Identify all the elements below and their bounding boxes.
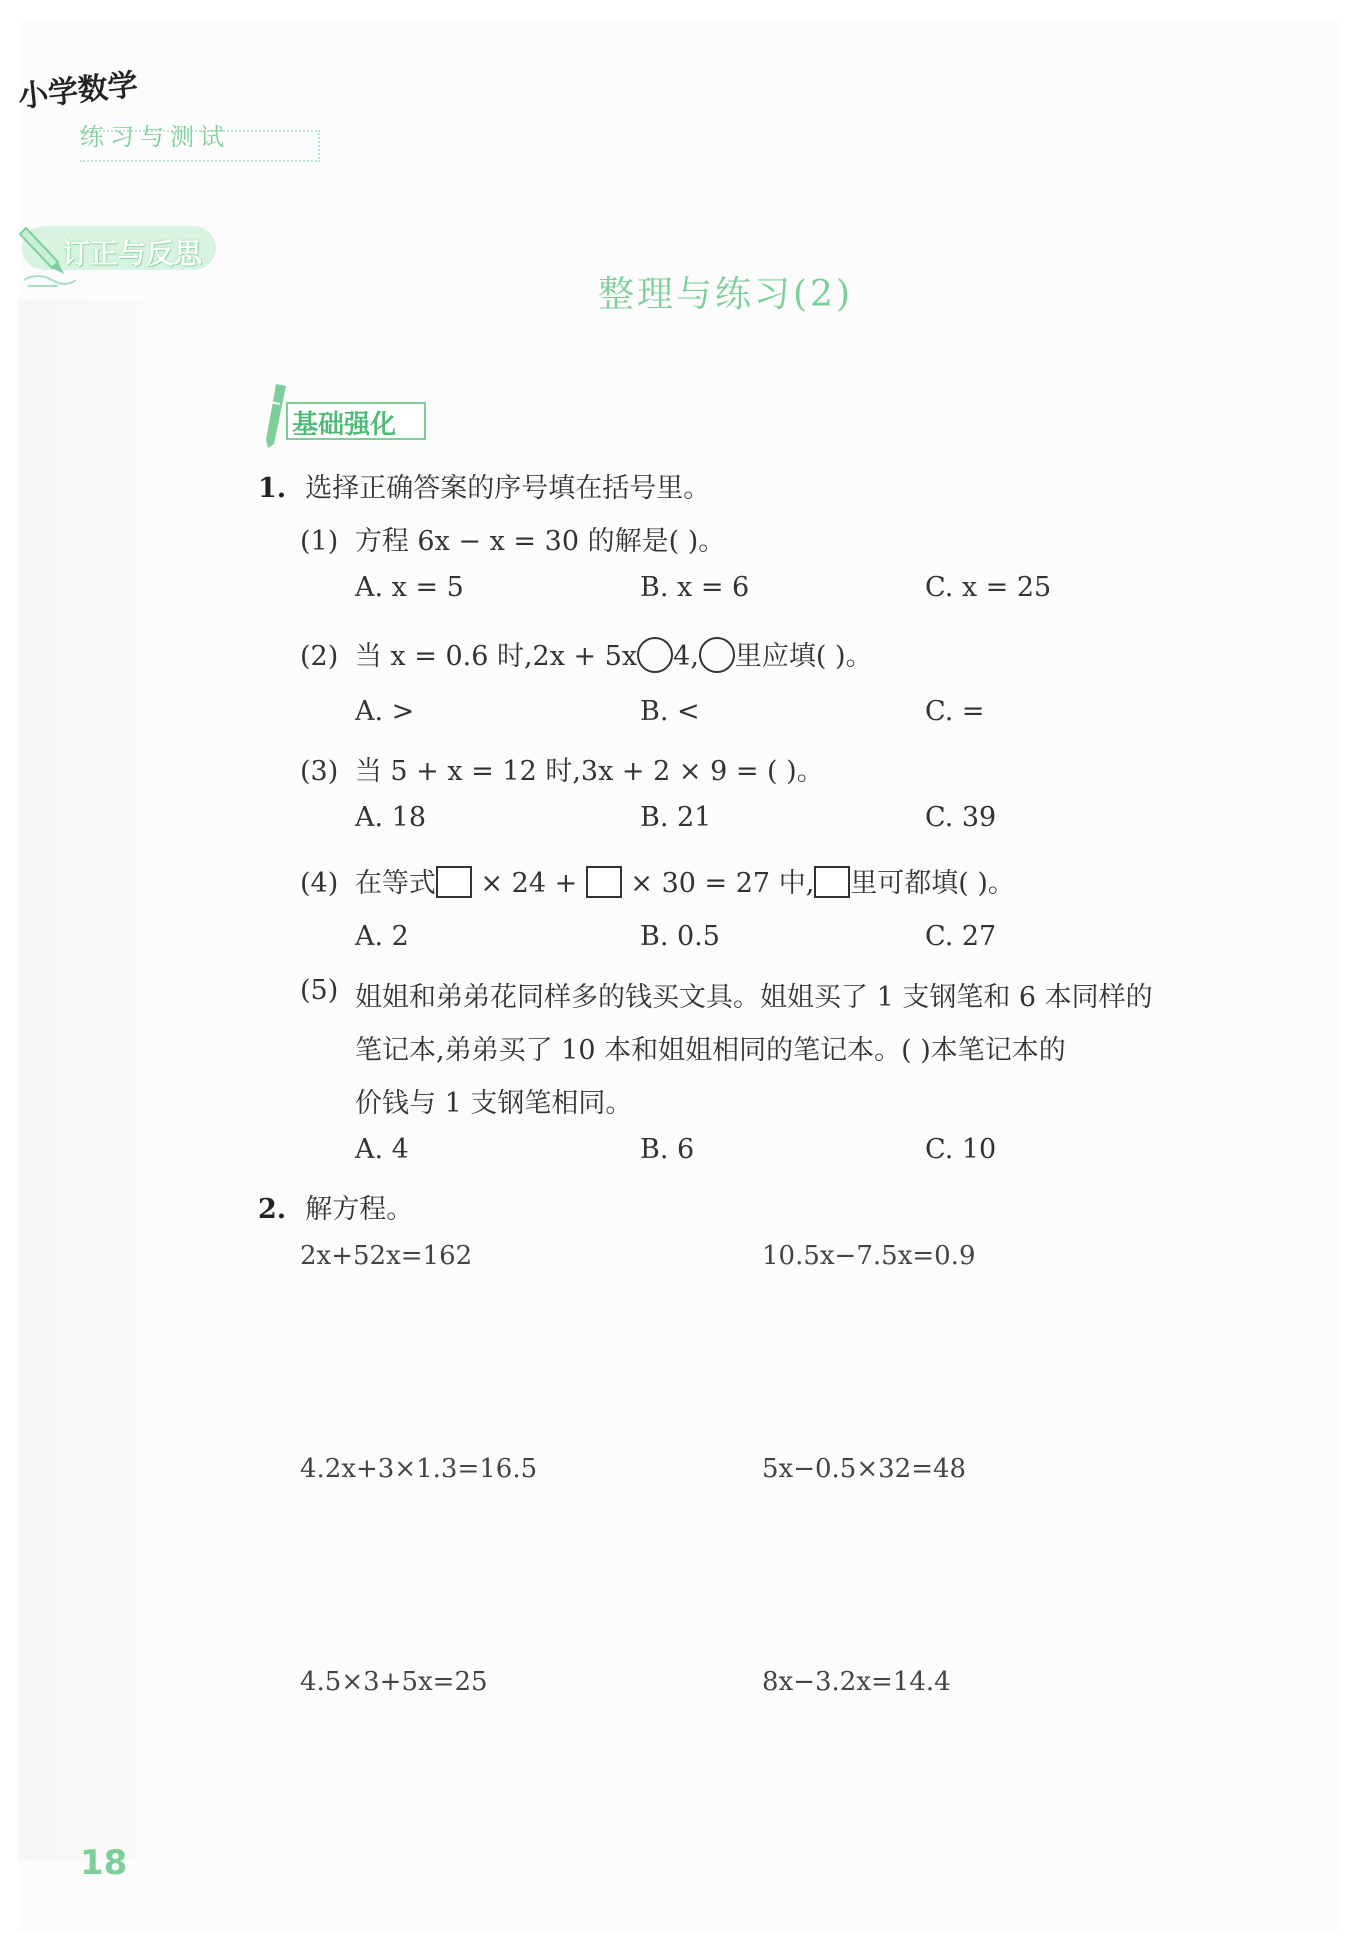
option-a: A. 18 [355, 802, 427, 833]
brand-subtitle: 练习与测试 [80, 123, 230, 151]
sub-question-3 [300, 749, 824, 788]
option-b: B. < [640, 696, 700, 727]
option-a: A. > [355, 696, 415, 727]
section-label: 基础强化 [292, 410, 397, 440]
question-prompt: 选择正确答案的序号填在括号里。 [305, 473, 711, 504]
correction-badge-label: 订正与反思 [62, 237, 203, 270]
equation-4: 5x−0.5×32=48 [762, 1454, 967, 1484]
sub-question-1 [300, 519, 725, 558]
equation-3: 4.2x+3×1.3=16.5 [300, 1454, 538, 1484]
question-number: 1. [258, 473, 287, 504]
sub-question-stem-part: 当 x = 0.6 时,2x + 5x [354, 641, 638, 672]
option-c: C. 10 [925, 1134, 997, 1165]
option-b: B. 21 [640, 802, 712, 833]
blank-box[interactable] [436, 866, 472, 898]
option-a: A. x = 5 [355, 572, 464, 603]
option-b: B. x = 6 [640, 572, 750, 603]
equation-1: 2x+52x=162 [300, 1241, 473, 1271]
page-number: 18 [80, 1843, 128, 1883]
option-b: B. 0.5 [640, 921, 720, 952]
question-prompt: 解方程。 [305, 1194, 414, 1225]
option-a: A. 4 [355, 1134, 409, 1165]
sub-question-5-label: (5) [300, 975, 339, 1006]
sub-question-4 [300, 861, 1015, 900]
question-number: 2. [258, 1194, 287, 1225]
equation-6: 8x−3.2x=14.4 [762, 1667, 951, 1697]
option-b: B. 6 [640, 1134, 695, 1165]
option-c: C. 27 [925, 921, 997, 952]
question-2-heading [258, 1187, 413, 1226]
blank-circle [699, 637, 735, 673]
option-c: C. 39 [925, 802, 997, 833]
margin-strip [18, 300, 213, 1860]
sub-question-label: (1) [300, 526, 339, 557]
sub-question-stem: 当 5 + x = 12 时,3x + 2 × 9 = ( )。 [354, 756, 824, 787]
sub-question-stem-line: 姐姐和弟弟花同样多的钱买文具。姐姐买了 1 支钢笔和 6 本同样的 [355, 982, 1153, 1013]
sub-question-2 [300, 634, 873, 673]
sub-question-stem: 方程 6x − x = 30 的解是( )。 [354, 526, 726, 557]
sub-question-stem-line: 笔记本,弟弟买了 10 本和姐姐相同的笔记本。( )本笔记本的 [355, 1035, 1066, 1066]
equation-2: 10.5x−7.5x=0.9 [762, 1241, 976, 1271]
brand-title: 小学数学 [16, 67, 140, 115]
sub-question-stem-part: 4, [673, 641, 699, 672]
sub-question-label: (4) [300, 868, 339, 899]
equation-5: 4.5×3+5x=25 [300, 1667, 488, 1697]
sub-question-label: (3) [300, 756, 339, 787]
option-c: C. = [925, 696, 985, 727]
question-1-heading [258, 466, 710, 505]
sub-question-stem-part: × 30 = 27 中, [630, 868, 815, 899]
blank-box[interactable] [814, 866, 850, 898]
sub-question-label: (2) [300, 641, 339, 672]
sub-question-stem-line: 价钱与 1 支钢笔相同。 [355, 1088, 633, 1119]
option-c: C. x = 25 [925, 572, 1052, 603]
sub-question-stem-part: 在等式 [354, 868, 436, 899]
page-title: 整理与练习(2) [598, 274, 853, 315]
sub-question-stem-part: × 24 + [480, 868, 578, 899]
option-a: A. 2 [355, 921, 409, 952]
blank-box[interactable] [586, 866, 622, 898]
blank-circle[interactable] [637, 637, 673, 673]
sub-question-stem-part: 里可都填( )。 [850, 868, 1015, 899]
sub-question-stem-part: 里应填( )。 [734, 641, 873, 672]
